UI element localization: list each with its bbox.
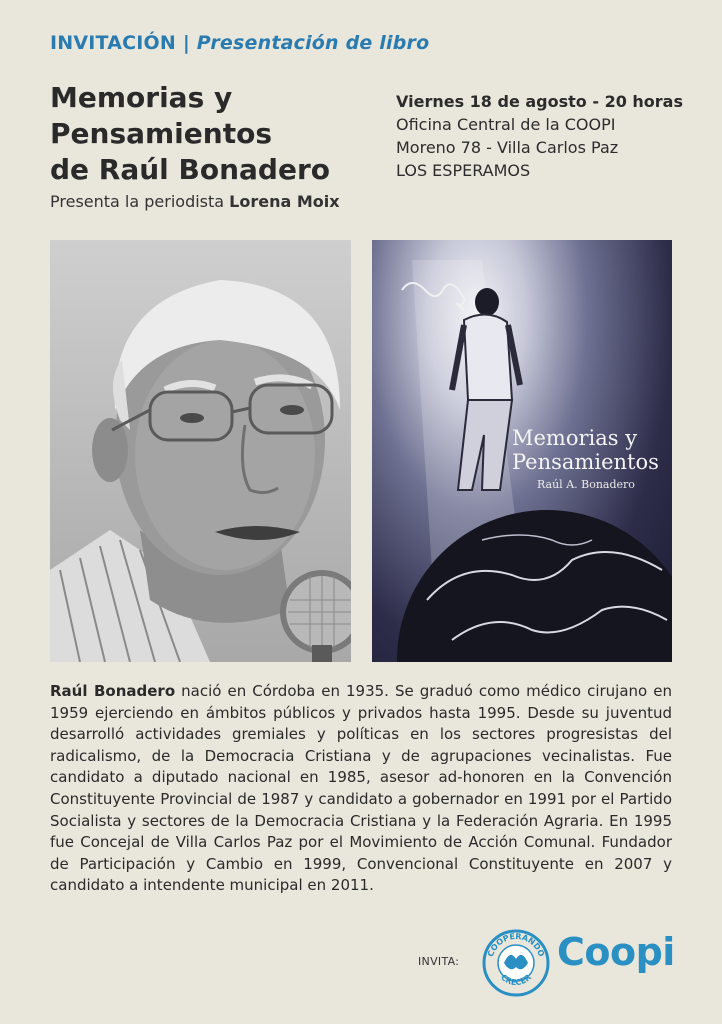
book-cover xyxy=(372,240,672,662)
event-address: Moreno 78 - Villa Carlos Paz xyxy=(396,138,619,157)
header-subtitle: Presentación de libro xyxy=(196,32,430,54)
event-details xyxy=(396,90,696,182)
event-place: Oficina Central de la COOPI xyxy=(396,115,616,134)
invitation-header xyxy=(50,32,429,54)
book-title xyxy=(50,80,370,188)
coopi-brand: Coopi xyxy=(557,930,675,974)
bio-text: nació en Córdoba en 1935. Se graduó como médico cirujano en 1959 ejerciendo en ámbitos públicos y privados hasta 1995. Desde su juventud desarrolló actividades gremiales y políticas en los sectores progresistas del radicalismo, de la Democracia Cristiana y de agrupaciones vecinalistas. Fue candidato a diputado nacional en 1985, asesor ad-honoren en la Convención Constituyente Provincial de 1987 y candidato a gobernador en 1991 por el Partido Socialista y sectores de la Democracia Cristiana y la Federación Agraria. En 1995 fue Concejal de Villa Carlos Paz por el Movimiento de Acción Comunal. Fundador de Participación y Cambio en 1999, Convencional Constituyente en 2007 y candidato a intendente municipal en 2011. xyxy=(50,682,672,895)
presenter-line xyxy=(50,192,340,211)
event-closing: LOS ESPERAMOS xyxy=(396,161,531,180)
logo-ring-bottom: CRECER xyxy=(499,972,533,988)
book-cover-title-line: Pensamientos xyxy=(512,450,659,474)
coopi-seal-logo xyxy=(482,929,550,997)
book-cover-title-line: Memorias y xyxy=(512,426,638,450)
book-cover-title xyxy=(512,426,659,474)
presenter-prefix: Presenta la periodista xyxy=(50,192,230,211)
book-title-line: Pensamientos xyxy=(50,117,272,150)
book-cover-author: Raúl A. Bonadero xyxy=(537,478,635,491)
author-photo xyxy=(50,240,351,662)
bio-name: Raúl Bonadero xyxy=(50,682,176,700)
presenter-name: Lorena Moix xyxy=(229,192,340,211)
author-portrait-illustration xyxy=(50,240,351,662)
event-date: Viernes 18 de agosto - 20 horas xyxy=(396,92,683,111)
invita-label: INVITA: xyxy=(418,955,460,968)
logo-ring-top: COOPERANDO xyxy=(485,931,547,958)
header-separator: | xyxy=(176,32,197,54)
book-title-line: de Raúl Bonadero xyxy=(50,153,330,186)
author-biography xyxy=(50,681,672,897)
book-title-line: Memorias y xyxy=(50,81,233,114)
header-kind: INVITACIÓN xyxy=(50,32,177,54)
